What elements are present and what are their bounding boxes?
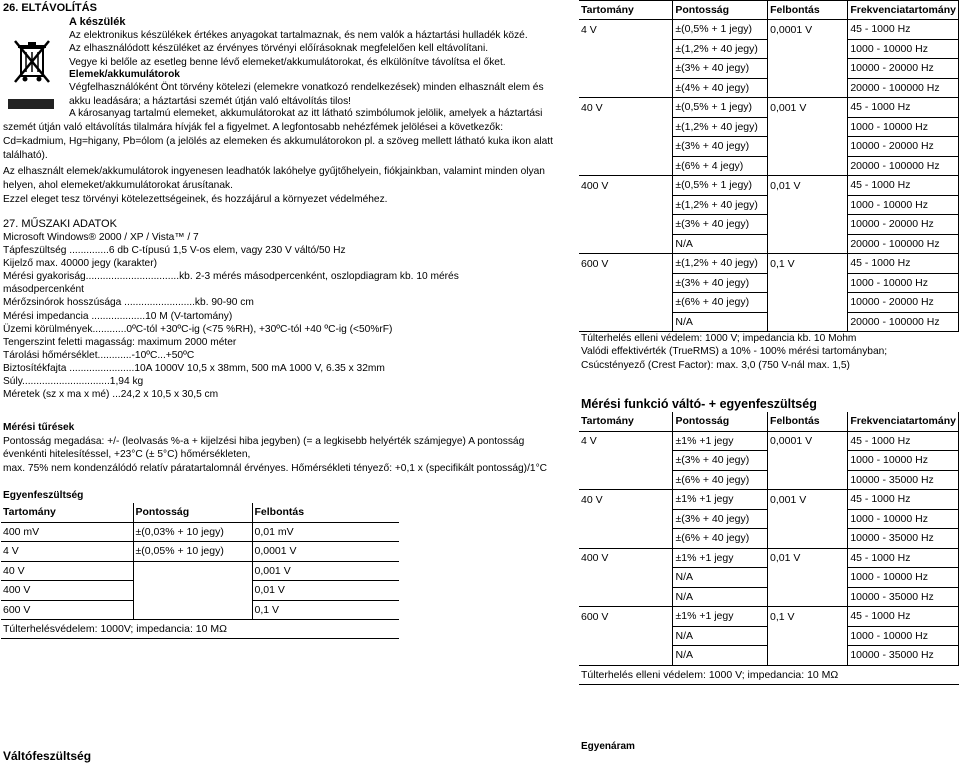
cell: 45 - 1000 Hz (848, 607, 959, 627)
spec-line: Biztosítékfajta .......................10A 1000V 10,5 x 38mm, 500 mA 1000 V, 6.35 x 32mm (3, 362, 385, 374)
cell: ±(3% + 40 jegy) (673, 509, 768, 529)
harmful-line: szemét útján való eltávolítás tilalmára hívják fel a figyelmet. A legfontosabb nehézfémek jelölései a következők: (3, 122, 504, 133)
accuracy-title: Mérési tűrések (3, 422, 75, 433)
table-row (579, 431, 959, 451)
cell: ±(4% + 40 jegy) (673, 78, 768, 98)
harmful-line: Cd=kadmium, Hg=higany, Pb=ólom (a jelölés az elemeken és akkumulátorokon pl. a szöveg mellett látható kuka ikon alatt (3, 136, 553, 147)
cell (579, 117, 673, 137)
cell: 600 V (581, 610, 609, 623)
cell: 40 V (1, 561, 133, 581)
accuracy-line: Pontosság megadása: +/- (leolvasás %-a + kijelzési hiba jegyben) (= a legkisebb helyérték számjegye) A pontosság (3, 436, 525, 447)
specs-title: 27. MŰSZAKI ADATOK (3, 218, 117, 230)
battery-heading: Elemek/akkumulátorok (69, 69, 180, 80)
table-row (579, 117, 959, 137)
specs-list (3, 232, 459, 402)
cell (579, 646, 673, 666)
spec-line: Tápfeszültség ..............6 db C-típusú 1,5 V-os elem, vagy 230 V váltó/50 Hz (3, 245, 346, 257)
spec-line: Mérési gyakoriság.................................kb. 2-3 mérés másodpercenként, oszlopdiagram kb. 10 mérés (3, 271, 459, 283)
col-header: Frekvenciatartomány (848, 1, 959, 20)
cell: ±(6% + 40 jegy) (673, 529, 768, 549)
cell: ±(0,03% + 10 jegy) (133, 522, 252, 542)
cell: ±(3% + 40 jegy) (673, 59, 768, 79)
cell: 45 - 1000 Hz (848, 254, 959, 274)
cell: 0,1 V (252, 600, 399, 620)
cell: ±(1,2% + 40 jegy) (673, 117, 768, 137)
table-row (579, 490, 959, 510)
cell: 0,001 V (768, 490, 848, 510)
cell: 45 - 1000 Hz (848, 98, 959, 118)
cell: 0,01 V (252, 581, 399, 601)
table-row (579, 98, 959, 118)
table-row (579, 626, 959, 646)
cell: 600 V (581, 257, 609, 270)
table-row (579, 20, 959, 40)
cell: 0,001 V (768, 98, 848, 118)
footer-line: Túlterhelés elleni védelem: 1000 V; impedancia kb. 10 Mohm (581, 333, 857, 344)
col-header: Frekvenciatartomány (848, 412, 959, 431)
cell (768, 568, 848, 588)
cell: 1000 - 10000 Hz (848, 509, 959, 529)
cell: ±(3% + 40 jegy) (673, 137, 768, 157)
crossed-bin-icon (12, 38, 52, 90)
cell (768, 293, 848, 313)
table-row (579, 568, 959, 588)
table-row (579, 646, 959, 666)
cell: 0,0001 V (252, 542, 399, 562)
col-header: Pontosság (673, 1, 768, 20)
cell (579, 587, 673, 607)
cell: 4 V (581, 435, 597, 447)
dc-voltage-title: Egyenfeszültség (3, 490, 84, 501)
spec-line: Méretek (sz x ma x mé) ...24,2 x 10,5 x 30,5 cm (3, 389, 219, 401)
footer-line: Valódi effektivérték (TrueRMS) a 10% - 100% mérési tartományban; (581, 346, 888, 358)
cell (768, 59, 848, 79)
cell: ±1% +1 jegy (673, 490, 768, 510)
cell (133, 561, 252, 581)
cell: ±(0,05% + 10 jegy) (133, 542, 252, 562)
cell (579, 195, 673, 215)
cell (768, 39, 848, 59)
cell: 0,01 mV (252, 522, 399, 542)
col-header: Felbontás (252, 503, 399, 522)
cell: 1000 - 10000 Hz (848, 195, 959, 215)
cell: ±(0,5% + 1 jegy) (673, 98, 768, 118)
waste-line: Vegye ki belőle az esetleg benne lévő elemeket/akkumulátorokat, és elkülönítve távolítsa el őket. (69, 56, 506, 68)
cell (579, 568, 673, 588)
harmful-text (3, 108, 553, 162)
function-switch-title: Mérési funkció váltó- + egyenfeszültség (581, 397, 817, 411)
table-row (579, 529, 959, 549)
spec-line: Mérőzsinórok hosszúsága .........................kb. 90-90 cm (3, 297, 254, 309)
waste-line: Az elhasználódott készüléket az érvényes törvényi előírásoknak megfelelően kell eltávolítani. (69, 43, 489, 55)
cell (579, 293, 673, 313)
cell (768, 646, 848, 666)
cell: 40 V (581, 493, 603, 506)
table-row (579, 137, 959, 157)
col-header: Felbontás (768, 1, 848, 20)
table-row (579, 548, 959, 568)
cell: ±(6% + 4 jegy) (673, 156, 768, 176)
cell (579, 470, 673, 490)
cell (768, 587, 848, 607)
cell: N/A (673, 626, 768, 646)
cell (768, 273, 848, 293)
table-header-row (1, 503, 399, 522)
cell (768, 470, 848, 490)
table-row (579, 607, 959, 627)
spec-line: Tárolási hőmérséklet............-10ºC...+50ºC (3, 349, 195, 361)
col-header: Pontosság (133, 503, 252, 522)
cell: ±(0,5% + 1 jegy) (673, 176, 768, 196)
cell (768, 312, 848, 332)
cell: N/A (673, 568, 768, 588)
cell (768, 137, 848, 157)
cell (579, 156, 673, 176)
waste-text (69, 30, 528, 69)
table-row (579, 39, 959, 59)
cell: 1000 - 10000 Hz (848, 273, 959, 293)
cell (768, 156, 848, 176)
spec-line: Üzemi körülmények............0ºC-tól +30ºC-ig (<75 %RH), +30ºC-tól +40 ºC-ig (<50%rF) (3, 323, 393, 335)
table-row (1, 542, 399, 562)
cell: 10000 - 20000 Hz (848, 215, 959, 235)
cell: ±(1,2% + 40 jegy) (673, 254, 768, 274)
table-header-row (579, 1, 959, 20)
cell: ±(0,5% + 1 jegy) (673, 20, 768, 40)
col-header: Tartomány (579, 412, 673, 431)
cell: 400 V (581, 179, 609, 192)
col-header: Pontosság (673, 412, 768, 431)
cell (579, 59, 673, 79)
cell (768, 529, 848, 549)
spec-line: Kijelző max. 40000 jegy (karakter) (3, 258, 158, 270)
cell (768, 626, 848, 646)
section-title: 26. ELTÁVOLÍTÁS (3, 2, 97, 14)
battery-text (69, 82, 544, 109)
cell (768, 195, 848, 215)
ac-voltage-table (579, 0, 959, 332)
cell: 45 - 1000 Hz (848, 20, 959, 40)
cell (579, 234, 673, 254)
cell: 10000 - 20000 Hz (848, 137, 959, 157)
table-footer-row (579, 665, 959, 684)
cell: 20000 - 100000 Hz (848, 78, 959, 98)
cell (579, 509, 673, 529)
cell: 0,0001 V (768, 431, 848, 451)
waste-heading: A készülék (69, 16, 126, 28)
table-row (579, 59, 959, 79)
cell (768, 215, 848, 235)
cell (579, 312, 673, 332)
cell: 45 - 1000 Hz (848, 176, 959, 196)
cell: 400 V (581, 552, 609, 564)
accuracy-text (3, 436, 547, 476)
table-row (579, 195, 959, 215)
table-row (1, 561, 399, 581)
table-header-row (579, 412, 959, 431)
cell: N/A (673, 587, 768, 607)
collection-line: Az elhasznált elemek/akkumulátorok ingyenesen leadhatók lakóhelye gyűjtőhelyein, fiókjainkban, valamint minden olyan (3, 166, 545, 177)
ac-voltage-footer (581, 333, 887, 373)
cell: 1000 - 10000 Hz (848, 39, 959, 59)
cell: 10000 - 35000 Hz (848, 646, 959, 666)
cell: Túlterhelésvédelem: 1000V; impedancia: 10 MΩ (1, 620, 399, 639)
cell (768, 234, 848, 254)
cell: ±(3% + 40 jegy) (673, 273, 768, 293)
cell: 45 - 1000 Hz (848, 431, 959, 451)
accuracy-line: évenkénti hitelesítéssel, +23°C (± 5°C) hőmérsékleten, (3, 449, 251, 461)
cell: 20000 - 100000 Hz (848, 156, 959, 176)
spec-line: másodpercenként (3, 284, 84, 296)
table-row (579, 215, 959, 235)
cell: 0,1 V (768, 254, 848, 274)
cell: 45 - 1000 Hz (848, 548, 959, 568)
cell (768, 78, 848, 98)
cell: 10000 - 35000 Hz (848, 470, 959, 490)
col-header: Tartomány (579, 1, 673, 20)
cell (579, 451, 673, 471)
cell (579, 273, 673, 293)
cell: 0,0001 V (768, 20, 848, 40)
col-header: Tartomány (1, 503, 133, 522)
cell: 1000 - 10000 Hz (848, 451, 959, 471)
cell: ±1% +1 jegy (673, 431, 768, 451)
cell: ±(6% + 40 jegy) (673, 293, 768, 313)
table-row (579, 509, 959, 529)
table-row (579, 78, 959, 98)
spec-line: Súly...............................1,94 kg (3, 376, 144, 388)
cell: 4 V (1, 542, 133, 562)
cell (579, 626, 673, 646)
cell (133, 600, 252, 620)
harmful-line: A károsanyag tartalmú elemeket, akkumulátorokat az itt látható szimbólumok jelölik, amelyek a háztartási (69, 108, 543, 119)
cell: ±(6% + 40 jegy) (673, 470, 768, 490)
cell: 0,001 V (252, 561, 399, 581)
cell: Túlterhelés elleni védelem: 1000 V; impedancia: 10 MΩ (579, 665, 959, 684)
cell: 4 V (581, 23, 597, 36)
cell: ±1% +1 jegy (673, 607, 768, 627)
cell: 600 V (1, 600, 133, 620)
cell: N/A (673, 646, 768, 666)
cell (579, 529, 673, 549)
table-row (1, 522, 399, 542)
table-row (579, 254, 959, 274)
spec-line: Tengerszint feletti magasság: maximum 2000 méter (3, 336, 237, 348)
table-row (579, 156, 959, 176)
cell (768, 117, 848, 137)
cell: 10000 - 20000 Hz (848, 59, 959, 79)
table-row (579, 234, 959, 254)
battery-line: Végfelhasználóként Önt törvény kötelezi (elemekre vonatkozó rendelkezések) minden elhasznált elem és (69, 82, 544, 93)
dc-current-heading: Egyenáram (581, 741, 635, 752)
cell: 0,01 V (768, 548, 848, 568)
table-row (579, 273, 959, 293)
cell: 10000 - 20000 Hz (848, 293, 959, 313)
cell: ±(1,2% + 40 jegy) (673, 195, 768, 215)
table-row (579, 176, 959, 196)
cell: 45 - 1000 Hz (848, 490, 959, 510)
cell: ±(1,2% + 40 jegy) (673, 39, 768, 59)
cell: 1000 - 10000 Hz (848, 117, 959, 137)
table-row (579, 312, 959, 332)
table-row (579, 587, 959, 607)
cell: 400 V (1, 581, 133, 601)
cell: 0,1 V (768, 607, 848, 627)
waste-line: Az elektronikus készülékek értékes anyagokat tartalmaznak, és nem valók a háztartási hulladék közé. (69, 30, 528, 41)
spec-line: Microsoft Windows® 2000 / XP / Vista™ / 7 (3, 232, 199, 243)
cell (579, 215, 673, 235)
cell: ±1% +1 jegy (673, 548, 768, 568)
ac-voltage-heading: Váltófeszültség (3, 749, 92, 763)
table-row (579, 470, 959, 490)
cell: 1000 - 10000 Hz (848, 568, 959, 588)
col-header: Felbontás (768, 412, 848, 431)
cell: 10000 - 35000 Hz (848, 587, 959, 607)
collection-line: Ezzel eleget tesz törvényi kötelezettségeinek, és hozzájárul a környezet védelméhez. (3, 194, 388, 205)
cell: 20000 - 100000 Hz (848, 234, 959, 254)
cell: 20000 - 100000 Hz (848, 312, 959, 332)
cell (768, 509, 848, 529)
cell: 0,01 V (768, 176, 848, 196)
cell (579, 39, 673, 59)
function-switch-table (579, 412, 959, 685)
cell: ±(3% + 40 jegy) (673, 215, 768, 235)
accuracy-line: max. 75% nem kondenzálódó relatív páratartalomnál érvényes. Hőmérsékleti tényező: +0,1 x (specifikált pontosság)/1°C (3, 462, 548, 474)
cell: 40 V (581, 101, 603, 114)
table-row (1, 581, 399, 601)
collection-text (3, 166, 545, 206)
footer-line: Csúcstényező (Crest Factor): max. 3,0 (750 V-nál max. 1,5) (581, 359, 850, 371)
table-row (579, 451, 959, 471)
cell: N/A (673, 312, 768, 332)
cell: 1000 - 10000 Hz (848, 626, 959, 646)
cell: 400 mV (1, 522, 133, 542)
cell: ±(3% + 40 jegy) (673, 451, 768, 471)
battery-line: akku leadására; a háztartási szemét útján való eltávolítás tilos! (69, 96, 352, 108)
cell (579, 78, 673, 98)
harmful-line: található). (3, 150, 48, 161)
cell (768, 451, 848, 471)
cell (133, 581, 252, 601)
table-footer-row (1, 620, 399, 639)
dc-voltage-table (1, 503, 399, 639)
table-row (579, 293, 959, 313)
spec-line: Mérési impedancia ...................10 M (V-tartomány) (3, 310, 233, 322)
table-row (1, 600, 399, 620)
cell: 10000 - 35000 Hz (848, 529, 959, 549)
collection-line: helyen, ahol elemeket/akkumulátorokat árusítanak. (3, 180, 233, 191)
cell (579, 137, 673, 157)
cell: N/A (673, 234, 768, 254)
